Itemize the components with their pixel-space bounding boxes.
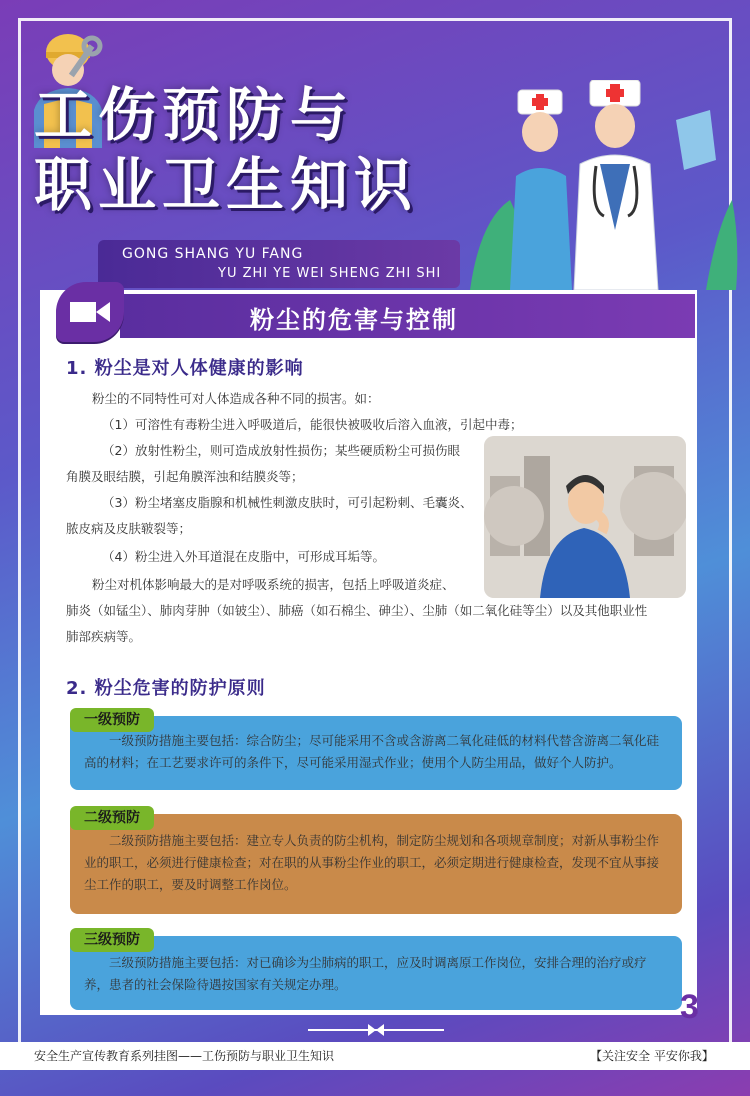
part1-item-2: （2）放射性粉尘，则可造成放射性损伤；某些硬质粉尘可损伤眼 <box>102 443 460 458</box>
header-title-line1: 工伤预防与 <box>34 81 355 149</box>
prevention-level-2-tag: 二级预防 <box>70 806 154 830</box>
header-title <box>34 80 514 220</box>
header-title-line2: 职业卫生知识 <box>34 151 419 219</box>
part1-item-3-cont: 脓皮病及皮肤皲裂等； <box>66 521 192 536</box>
part1-item-2-cont: 角膜及眼结膜，引起角膜浑浊和结膜炎等； <box>66 469 304 484</box>
part1-summary-line3: 肺部疾病等。 <box>66 629 142 644</box>
part1-item-3: （3）粉尘堵塞皮脂腺和机械性刺激皮肤时，可引起粉刺、毛囊炎、 <box>102 495 473 510</box>
prevention-level-2-box <box>70 814 682 914</box>
pinyin-line1: GONG SHANG YU FANG <box>122 246 304 262</box>
footer-slogan: 【关注安全 平安你我】 <box>590 1049 714 1063</box>
prevention-level-3-text: 三级预防措施主要包括：对已确诊为尘肺病的职工，应及时调离原工作岗位，安排合理的治疗或疗养，患者的社会保险待遇按国家有关规定办理。 <box>84 955 647 992</box>
part1-summary-line2: 肺炎（如锰尘）、肺肉芽肿（如铍尘）、肺癌（如石棉尘、砷尘）、尘肺（如二氧化硅等尘）以及其他职业性 <box>66 603 648 618</box>
part1-intro: 粉尘的不同特性可对人体造成各种不同的损害。如： <box>92 391 380 406</box>
prevention-level-1-text: 一级预防措施主要包括：综合防尘；尽可能采用不含或含游离二氧化硅低的材料代替含游离二氧化硅高的材料；在工艺要求许可的条件下，尽可能采用湿式作业；使用个人防尘用品，做好个人防护。 <box>84 733 660 770</box>
part2-heading: 2. 粉尘危害的防护原则 <box>66 678 266 699</box>
prevention-level-3-box <box>70 936 682 1010</box>
video-camera-icon <box>66 292 114 332</box>
section-title: 粉尘的危害与控制 <box>250 306 458 334</box>
prevention-level-2-text: 二级预防措施主要包括：建立专人负责的防尘机构，制定防尘规划和各项规章制度；对新从事粉尘作业的职工，必须进行健康检查；对在职的从事粉尘作业的职工，必须定期进行健康检查，发现不宜从事接尘工作的职工，要及时调整工作岗位。 <box>84 833 660 892</box>
pinyin-line2: YU ZHI YE WEI SHENG ZHI SHI <box>218 266 442 281</box>
prevention-level-1-tag: 一级预防 <box>70 708 154 732</box>
part1-summary-line1: 粉尘对机体影响最大的是对呼吸系统的损害，包括上呼吸道炎症、 <box>92 577 455 592</box>
coughing-person-illustration <box>484 436 686 598</box>
decorative-divider <box>308 1022 444 1038</box>
page-number: 3 <box>680 988 699 1026</box>
footer-series-title: 安全生产宣传教育系列挂图——工伤预防与职业卫生知识 <box>34 1049 335 1063</box>
prevention-level-3-tag: 三级预防 <box>70 928 154 952</box>
part1-item-4: （4）粉尘进入外耳道混在皮脂中，可形成耳垢等。 <box>102 549 385 564</box>
nurses-illustration <box>470 80 740 290</box>
prevention-level-1-box <box>70 716 682 790</box>
part1-heading: 1. 粉尘是对人体健康的影响 <box>66 358 304 379</box>
part1-item-1: （1）可溶性有毒粉尘进入呼吸道后，能很快被吸收后溶入血液，引起中毒； <box>102 417 523 432</box>
